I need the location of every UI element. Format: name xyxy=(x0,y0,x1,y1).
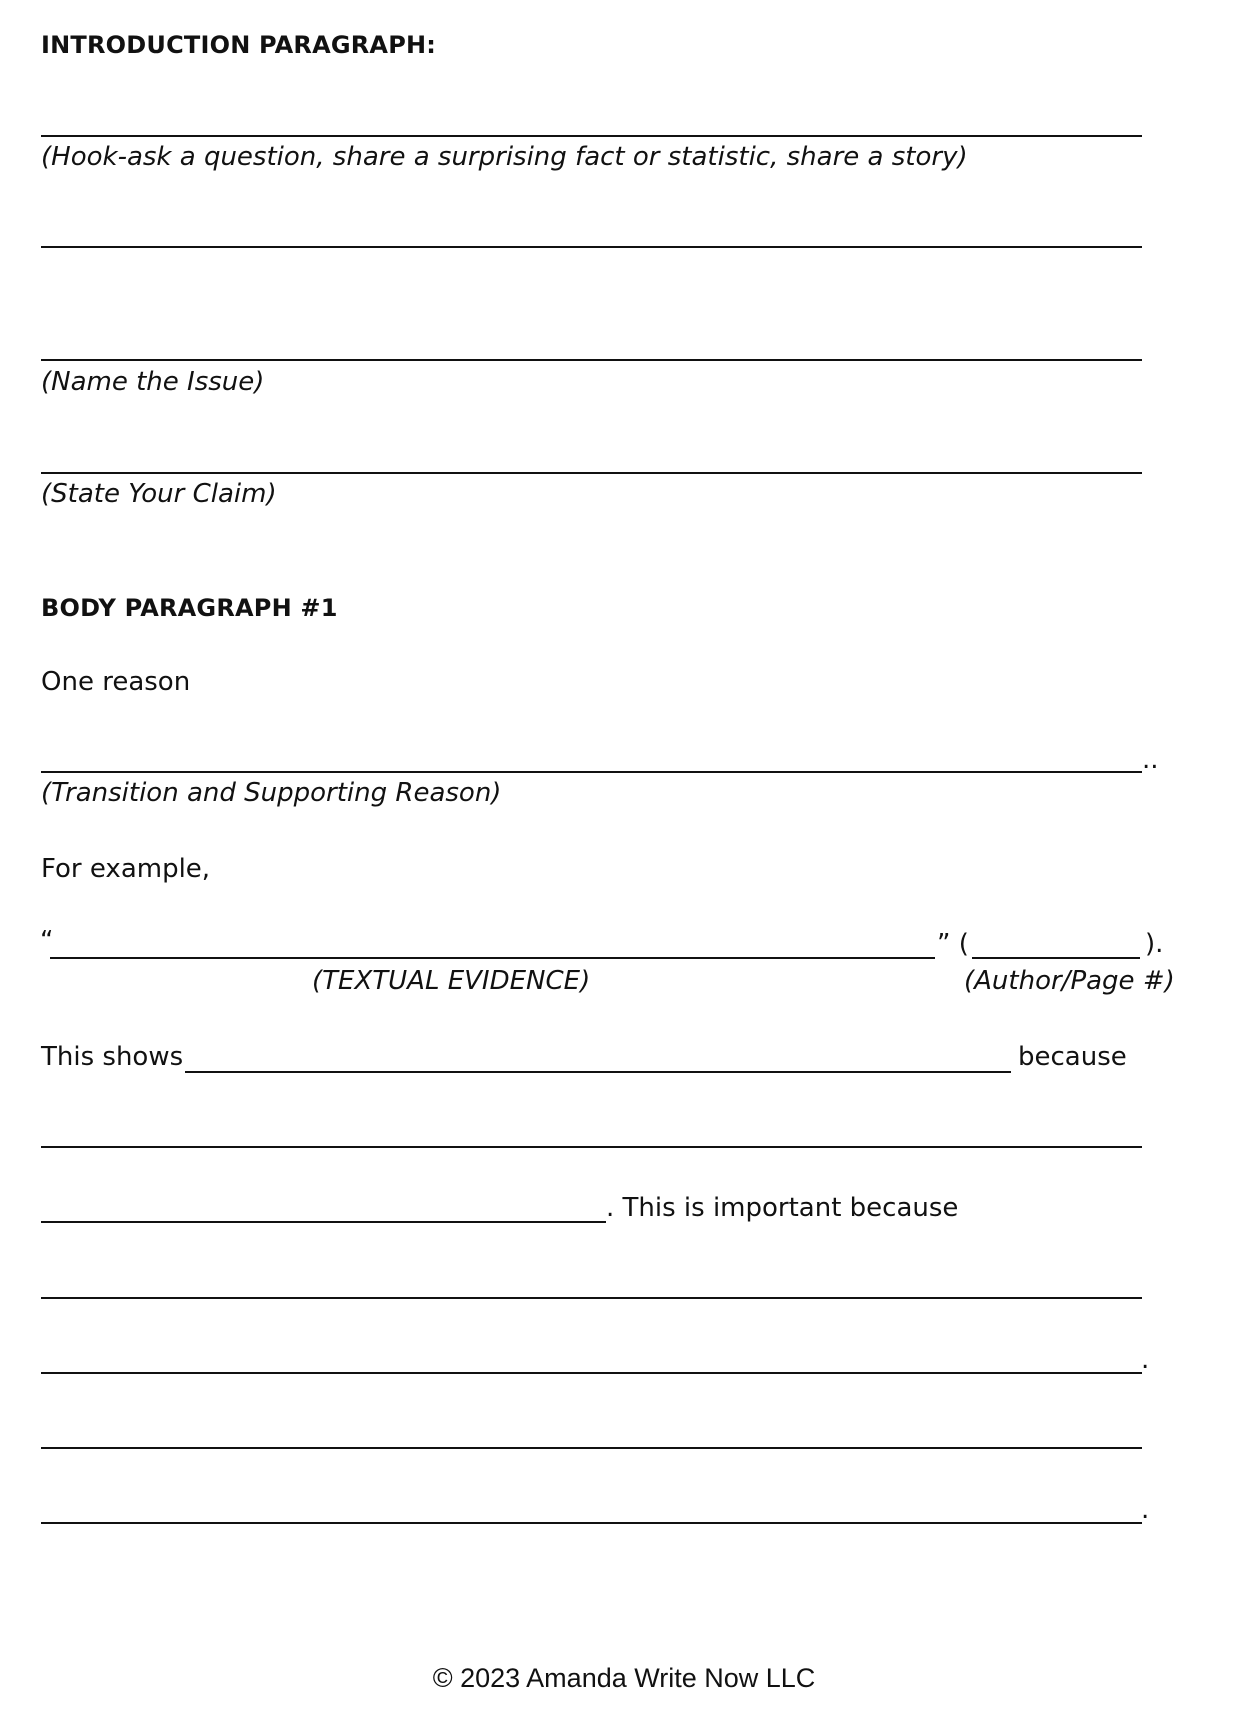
hook-line[interactable] xyxy=(41,135,1142,137)
one-reason-label: One reason xyxy=(41,667,191,697)
period-1: . xyxy=(1141,1345,1150,1375)
importance-line-2[interactable] xyxy=(41,1372,1142,1374)
issue-hint: (Name the Issue) xyxy=(41,367,265,397)
open-quote: “ xyxy=(40,926,54,956)
importance-line-1[interactable] xyxy=(41,1297,1142,1299)
evidence-hint: (TEXTUAL EVIDENCE) xyxy=(312,966,591,996)
evidence-line[interactable] xyxy=(50,957,935,959)
claim-hint: (State Your Claim) xyxy=(41,479,277,509)
importance-line-4[interactable] xyxy=(41,1522,1142,1524)
introduction-heading: INTRODUCTION PARAGRAPH: xyxy=(41,31,437,59)
because-label: because xyxy=(1018,1042,1127,1072)
issue-line[interactable] xyxy=(41,359,1142,361)
reason-end-punctuation: .. xyxy=(1142,745,1159,775)
claim-line[interactable] xyxy=(41,472,1142,474)
reason-line[interactable] xyxy=(41,771,1142,773)
body-paragraph-heading: BODY PARAGRAPH #1 xyxy=(41,594,338,622)
important-label: . This is important because xyxy=(606,1193,959,1223)
transition-hint: (Transition and Supporting Reason) xyxy=(41,778,502,808)
close-quote-paren: ” ( xyxy=(937,929,969,959)
author-page-line[interactable] xyxy=(972,957,1140,959)
explanation-line-1[interactable] xyxy=(41,1146,1142,1148)
importance-line-3[interactable] xyxy=(41,1447,1142,1449)
for-example-label: For example, xyxy=(41,854,211,884)
period-2: . xyxy=(1141,1495,1150,1525)
hook-hint: (Hook-ask a question, share a surprising fact or statistic, share a story) xyxy=(41,142,968,172)
author-hint: (Author/Page #) xyxy=(964,966,1175,996)
this-shows-line[interactable] xyxy=(185,1071,1011,1073)
close-paren: ). xyxy=(1145,929,1164,959)
hook-line-2[interactable] xyxy=(41,246,1142,248)
this-shows-label: This shows xyxy=(41,1042,184,1072)
explanation-line-2[interactable] xyxy=(41,1221,606,1223)
copyright-footer: © 2023 Amanda Write Now LLC xyxy=(432,1663,816,1693)
